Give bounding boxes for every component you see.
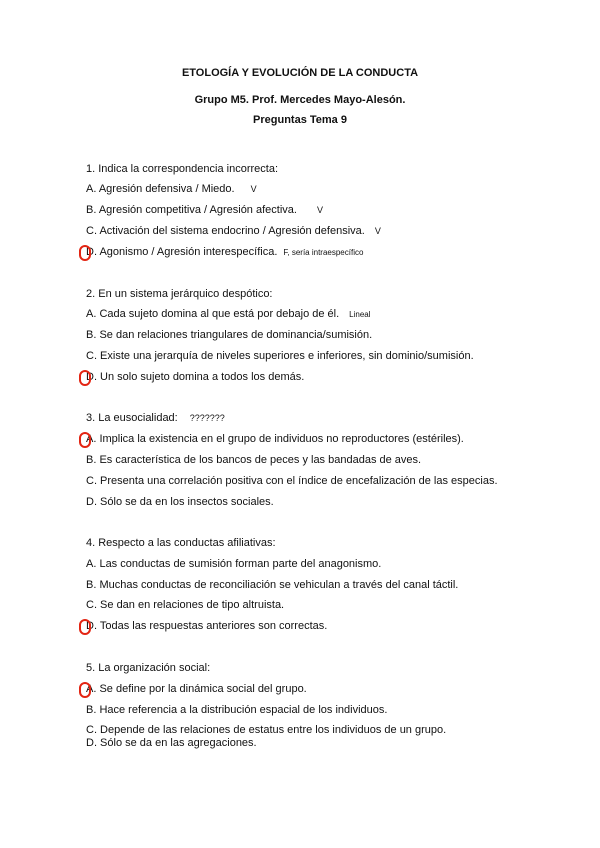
question-3: 3. La eusocialidad: ??????? — [86, 412, 225, 424]
q5-option-a: A. Se define por la dinámica social del grupo. — [86, 683, 307, 695]
q3-option-d: D. Sólo se da en los insectos sociales. — [86, 496, 274, 508]
answer-circle-q5 — [79, 682, 91, 698]
q1-d-note: F, sería intraespecífico — [283, 248, 364, 257]
q1-a-note: V — [250, 184, 257, 194]
q2-option-c: C. Existe una jerarquía de niveles superiores e inferiores, sin dominio/sumisión. — [86, 350, 474, 362]
q3-option-b: B. Es característica de los bancos de peces y las bandadas de aves. — [86, 454, 422, 466]
answer-circle-q2 — [79, 370, 91, 386]
question-4: 4. Respecto a las conductas afiliativas: — [86, 537, 276, 549]
q2-option-b: B. Se dan relaciones triangulares de dominancia/sumisión. — [86, 329, 373, 341]
q3-note: ??????? — [189, 413, 225, 423]
q4-option-a: A. Las conductas de sumisión forman parte del anagonismo. — [86, 558, 382, 570]
q5-option-b: B. Hace referencia a la distribución espacial de los individuos. — [86, 704, 388, 716]
q4-option-c: C. Se dan en relaciones de tipo altruista. — [86, 599, 285, 611]
document-title: ETOLOGÍA Y EVOLUCIÓN DE LA CONDUCTA — [181, 67, 419, 79]
q3-option-a: A. Implica la existencia en el grupo de individuos no reproductores (estériles). — [86, 433, 464, 445]
answer-circle-q4 — [79, 619, 91, 635]
q4-option-d: D. Todas las respuestas anteriores son correctas. — [86, 620, 328, 632]
q5-option-c: C. Depende de las relaciones de estatus entre los individuos de un grupo. — [86, 724, 447, 736]
q2-a-note: Lineal — [349, 310, 371, 319]
q2-option-a: A. Cada sujeto domina al que está por debajo de él. Lineal — [86, 308, 371, 320]
q4-option-b: B. Muchas conductas de reconciliación se vehiculan a través del canal táctil. — [86, 579, 459, 591]
q3-option-c: C. Presenta una correlación positiva con el índice de encefalización de las especias. — [86, 475, 498, 487]
q1-c-note: V — [374, 226, 381, 236]
q1-option-a: A. Agresión defensiva / Miedo. V — [86, 183, 257, 195]
answer-circle-q3 — [79, 432, 91, 448]
q1-b-note: V — [316, 205, 323, 215]
answer-circle-q1 — [79, 245, 91, 261]
question-1: 1. Indica la correspondencia incorrecta: — [86, 163, 278, 175]
q1-option-b: B. Agresión competitiva / Agresión afectiva. V — [86, 204, 323, 216]
q1-option-c: C. Activación del sistema endocrino / Agresión defensiva. V — [86, 225, 381, 237]
q5-option-d: D. Sólo se da en las agregaciones. — [86, 737, 257, 749]
q1-option-d: D. Agonismo / Agresión interespecífica. F, sería intraespecífico — [86, 246, 364, 258]
q2-option-d: D. Un solo sujeto domina a todos los demás. — [86, 371, 305, 383]
group-line: Grupo M5. Prof. Mercedes Mayo-Alesón. — [194, 94, 406, 106]
subtitle: Preguntas Tema 9 — [253, 114, 347, 126]
question-5: 5. La organización social: — [86, 662, 211, 674]
question-2: 2. En un sistema jerárquico despótico: — [86, 288, 273, 300]
